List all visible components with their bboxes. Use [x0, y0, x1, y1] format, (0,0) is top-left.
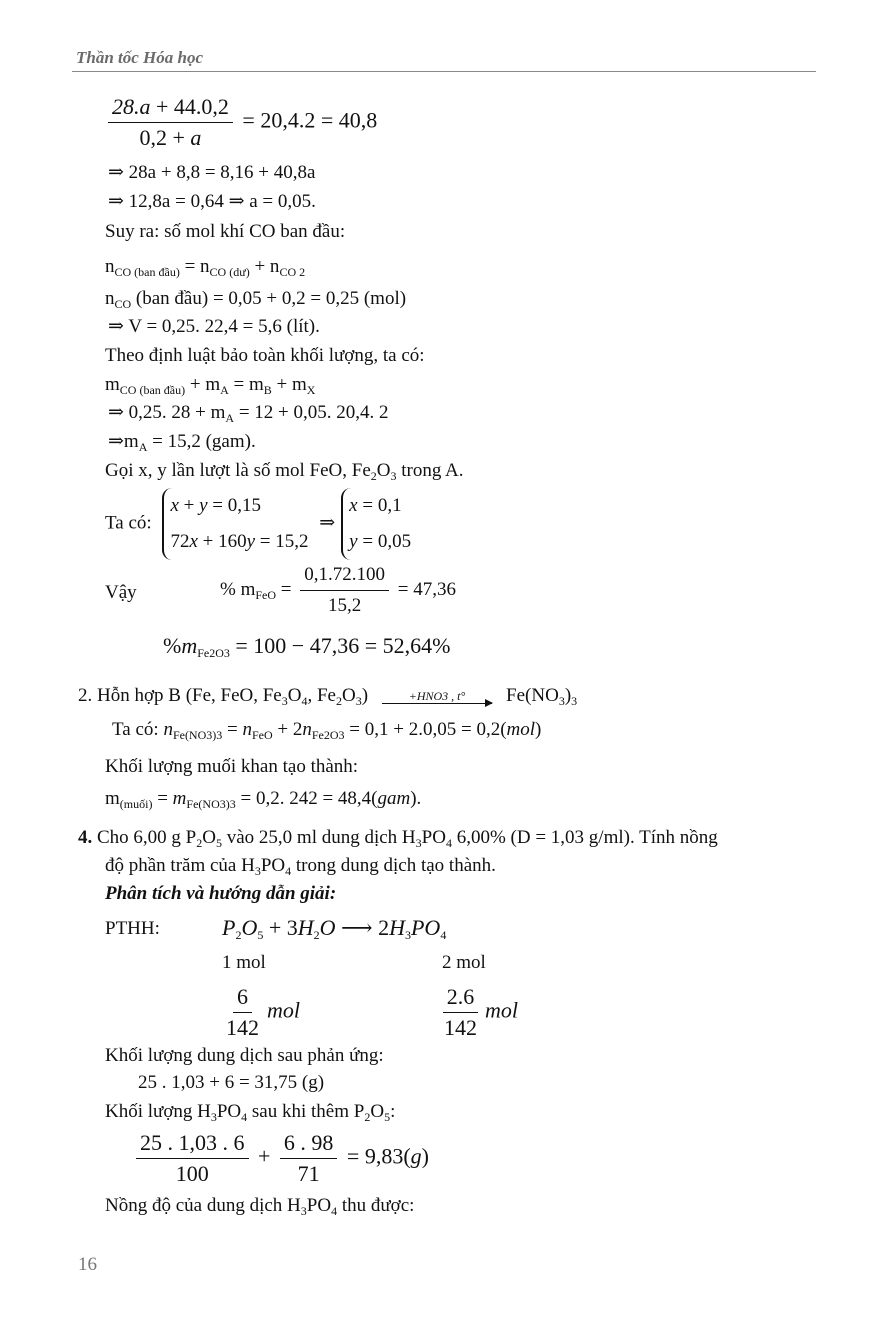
denominator — [440, 1013, 481, 1043]
subscript: 2 — [335, 694, 342, 708]
subscript: 3 — [210, 1110, 217, 1124]
italic-run: n — [302, 719, 312, 740]
text-run: = 20,4.2 = 40,8 — [236, 107, 378, 133]
italic-run: y — [199, 495, 208, 516]
text-run: + 3 — [263, 915, 298, 940]
equation-line — [220, 560, 456, 621]
numerator — [300, 560, 389, 591]
text-run: + m — [185, 374, 221, 395]
subscript: X — [306, 383, 316, 397]
text-run: 25 . 1,03 + 6 = 31,75 (g) — [138, 1072, 325, 1093]
reaction-equation — [222, 916, 446, 940]
text-run: : — [390, 1101, 396, 1122]
italic-run: a — [190, 125, 202, 150]
text-line — [105, 220, 345, 244]
text-run: = 12 + 0,05. 20,4. 2 — [234, 402, 389, 423]
text-run: 142 — [444, 1015, 477, 1040]
subscript: 3 — [254, 864, 261, 878]
text-run: PO — [260, 855, 286, 876]
text-run: 25 . 1,03 . 6 — [140, 1130, 245, 1155]
arrow-label: +HNO3 , t° — [408, 689, 466, 704]
italic-run: m — [172, 788, 187, 809]
text-run: O — [370, 1101, 385, 1122]
subscript: 3 — [415, 836, 422, 850]
text-run: Suy ra: số mol khí CO ban đầu: — [105, 221, 346, 242]
denominator — [222, 1013, 263, 1043]
text-run: Nồng độ của dung dịch H — [105, 1195, 301, 1216]
equation-line — [104, 92, 377, 153]
subscript: A — [138, 440, 148, 454]
text-run: = — [222, 719, 243, 740]
text-run: ) — [564, 685, 572, 706]
text-line — [105, 755, 358, 779]
running-header: Thần tốc Hóa học — [76, 48, 204, 67]
subscript: 3 — [558, 694, 565, 708]
text-run: trong A. — [396, 460, 464, 481]
section-heading — [105, 882, 336, 906]
text-run: 71 — [297, 1161, 320, 1186]
text-run: Khối lượng dung dịch sau phản ứng: — [105, 1045, 384, 1066]
italic-run: x — [189, 531, 198, 552]
denominator — [172, 1159, 213, 1189]
text-line — [138, 1071, 324, 1095]
subscript: 3 — [571, 694, 578, 708]
text-run: sau khi thêm P — [247, 1101, 365, 1122]
equation-line — [105, 787, 421, 811]
denominator — [324, 591, 365, 621]
text-run: 2.6 — [446, 984, 475, 1009]
italic-run: g — [410, 1143, 422, 1169]
italic-run: H — [297, 915, 314, 940]
fraction — [108, 92, 233, 153]
numerator — [136, 1128, 249, 1159]
text-run: ). — [410, 788, 422, 809]
text-line — [105, 1044, 384, 1068]
text-line — [78, 684, 577, 708]
subscript: Fe2O3 — [197, 646, 230, 660]
text-run: = 0,05 — [357, 531, 412, 552]
text-run: 0,2 + — [139, 125, 191, 150]
text-run: Gọi x, y lần lượt là số mol FeO, Fe — [105, 460, 371, 481]
text-run: Cho 6,00 g P — [92, 827, 197, 848]
italic-run: 28.a — [112, 94, 151, 119]
text-line — [105, 917, 160, 941]
text-run: PO — [421, 827, 446, 848]
system-row — [349, 488, 411, 524]
system-row — [170, 524, 308, 560]
text-run: O — [202, 827, 216, 848]
page-number: 16 — [78, 1254, 97, 1275]
text-run: ⇒ 28a + 8,8 = 8,16 + 40,8a — [108, 162, 316, 183]
italic-run: O — [241, 915, 258, 940]
italic-run: O — [319, 915, 336, 940]
text-line — [105, 1194, 414, 1218]
text-run: PTHH: — [105, 918, 160, 939]
text-run: ⇒m — [108, 431, 139, 452]
equation-system — [105, 488, 417, 560]
bold-run: 4. — [78, 827, 93, 848]
text-run: 100 — [175, 1161, 209, 1186]
equation-line — [163, 634, 450, 658]
text-run: = m — [228, 374, 264, 395]
italic-run: m — [181, 633, 198, 658]
text-run: 6 — [237, 984, 248, 1009]
subscript: A — [225, 411, 235, 425]
text-run: = — [276, 578, 297, 600]
subscript: 2 — [196, 836, 203, 850]
text-run: , Fe — [307, 685, 336, 706]
subscript: CO (ban đầu) — [119, 383, 186, 397]
text-line — [108, 401, 389, 425]
text-run: + n — [249, 256, 280, 277]
text-run: ) — [361, 685, 369, 706]
italic-run: x — [170, 495, 179, 516]
text-run: 142 — [226, 1015, 259, 1040]
text-run: O — [376, 460, 391, 481]
text-run: thu được: — [337, 1195, 415, 1216]
text-run: Theo định luật bảo toàn khối lượng, ta có: — [105, 345, 425, 366]
subscript: CO — [114, 297, 132, 311]
text-run: Khối lượng H — [105, 1101, 211, 1122]
subscript: 3 — [404, 928, 411, 942]
denominator — [294, 1159, 324, 1189]
text-run: 6 . 98 — [283, 1130, 334, 1155]
text-run: ⇒ V = 0,25. 22,4 = 5,6 (lít). — [108, 316, 320, 337]
text-run: m — [105, 788, 120, 809]
equation-line — [112, 718, 541, 742]
subscript: 2 — [370, 469, 377, 483]
text-line — [105, 373, 315, 397]
text-run: Fe(NO — [506, 685, 559, 706]
text-line — [222, 951, 266, 975]
fraction — [280, 1128, 338, 1189]
text-run: = — [152, 788, 173, 809]
text-line — [105, 581, 137, 605]
subscript: 3 — [281, 694, 288, 708]
text-run: 72 — [170, 531, 190, 552]
system-row — [170, 488, 308, 524]
text-run: ) — [535, 719, 542, 740]
text-run: Ta có: — [105, 512, 157, 534]
text-run: n — [105, 256, 115, 277]
fraction — [440, 982, 481, 1043]
text-run: 1 mol — [222, 952, 266, 973]
text-run: PO — [306, 1195, 332, 1216]
text-run: + 160 — [197, 531, 247, 552]
text-run: % m — [220, 578, 256, 600]
reaction-arrow — [382, 689, 492, 704]
subscript: 5 — [384, 1110, 391, 1124]
text-line — [105, 255, 305, 279]
subscript: (muối) — [119, 797, 153, 811]
fraction — [222, 982, 263, 1043]
subscript: A — [220, 383, 229, 397]
subscript: 4 — [285, 864, 292, 878]
text-run: Ta có: — [112, 719, 164, 740]
subscript: 2 — [313, 928, 320, 942]
text-run: + m — [271, 374, 307, 395]
text-run: = 0,2. 242 = 48,4( — [235, 788, 378, 809]
text-run: 6,00% (D = 1,03 g/ml). Tính nồng — [451, 827, 718, 848]
text-run: Vậy — [105, 582, 137, 603]
text-run: + — [252, 1143, 276, 1169]
text-run: n — [105, 288, 115, 309]
text-run: = 0,1 + 2.0,05 = 0,2( — [344, 719, 507, 740]
subscript: 3 — [390, 469, 397, 483]
text-run: ⇒ 12,8a = 0,64 ⇒ a = 0,05. — [108, 191, 316, 212]
denominator — [136, 123, 206, 153]
text-run: Khối lượng muối khan tạo thành: — [105, 756, 359, 777]
text-line — [442, 951, 486, 975]
header-divider — [72, 71, 816, 72]
subscript: B — [263, 383, 272, 397]
italic-run: y — [246, 531, 256, 552]
subscript: 5 — [215, 836, 222, 850]
italic-run: x — [349, 495, 358, 516]
subscript: 4 — [241, 1110, 248, 1124]
text-run: + — [178, 495, 200, 516]
subscript: 4 — [331, 1204, 338, 1218]
text-line — [108, 190, 316, 214]
text-run: vào 25,0 ml dung dịch H — [221, 827, 416, 848]
equation-line — [218, 982, 300, 1043]
fraction — [300, 560, 389, 621]
text-run: = 9,83( — [341, 1143, 411, 1169]
text-run: 2 mol — [442, 952, 486, 973]
text-line — [105, 287, 406, 311]
numerator — [233, 982, 252, 1013]
text-run: 2. Hỗn hợp B (Fe, FeO, Fe — [78, 685, 282, 706]
numerator — [108, 92, 233, 123]
subscript: FeO — [251, 728, 273, 742]
equation-line — [436, 982, 518, 1043]
arrow-icon — [382, 703, 492, 704]
italic-run: PO — [410, 915, 441, 940]
italic-run: mol — [506, 719, 536, 740]
text-run: m — [105, 374, 120, 395]
text-run: + 44.0,2 — [150, 94, 229, 119]
text-run: = n — [179, 256, 210, 277]
subscript: CO (ban đầu) — [114, 265, 180, 279]
text-run: 15,2 — [328, 595, 362, 616]
italic-run: n — [163, 719, 173, 740]
text-run: + 2 — [272, 719, 303, 740]
subscript: 4 — [440, 928, 447, 942]
numerator — [443, 982, 479, 1013]
text-run: % — [163, 633, 182, 658]
subscript: 4 — [445, 836, 452, 850]
text-run: = 0,15 — [207, 495, 261, 516]
italic-run: P — [222, 915, 236, 940]
text-line — [105, 854, 496, 878]
text-run: = 0,1 — [357, 495, 402, 516]
system-row — [349, 524, 411, 560]
brace-system — [162, 488, 308, 560]
text-line — [105, 1100, 395, 1124]
text-run: ) — [421, 1143, 429, 1169]
bold-run: Phân tích và hướng dẫn giải: — [105, 883, 337, 904]
numerator — [280, 1128, 338, 1159]
text-run: ⇒ 0,25. 28 + m — [108, 402, 226, 423]
subscript: 4 — [301, 694, 308, 708]
subscript: Fe(NO3)3 — [172, 728, 223, 742]
subscript: FeO — [255, 587, 277, 602]
text-run: = 100 − 47,36 = 52,64% — [229, 633, 451, 658]
text-run: ⇒ — [314, 512, 336, 534]
subscript: 3 — [355, 694, 362, 708]
italic-run: n — [242, 719, 252, 740]
text-run: O — [287, 685, 302, 706]
text-run: (ban đầu) = 0,05 + 0,2 = 0,25 (mol) — [131, 288, 407, 309]
fraction — [136, 1128, 249, 1189]
brace-system — [341, 488, 411, 560]
italic-run: y — [349, 531, 358, 552]
text-run: ⟶ 2 — [335, 915, 390, 940]
subscript: 3 — [300, 1204, 307, 1218]
subscript: 5 — [257, 928, 264, 942]
subscript: CO 2 — [279, 265, 306, 279]
problem-statement — [78, 826, 718, 850]
text-run: 0,1.72.100 — [304, 564, 385, 585]
italic-run: H — [389, 915, 405, 940]
subscript: CO (dư) — [209, 265, 250, 279]
italic-run: gam — [377, 788, 411, 809]
text-run: O — [341, 685, 356, 706]
text-run: = 47,36 — [393, 578, 456, 600]
text-line — [108, 315, 320, 339]
text-line — [105, 459, 464, 483]
text-run: = 15,2 (gam). — [147, 431, 256, 452]
equation-line — [132, 1128, 429, 1189]
subscript: 2 — [364, 1110, 371, 1124]
text-run: độ phần trăm của H — [105, 855, 255, 876]
italic-run: mol — [485, 997, 518, 1023]
text-run: trong dung dịch tạo thành. — [291, 855, 496, 876]
text-run: PO — [216, 1101, 242, 1122]
subscript: Fe(NO3)3 — [186, 797, 236, 811]
text-line — [108, 161, 315, 185]
text-run: = 15,2 — [255, 531, 309, 552]
text-line — [105, 344, 425, 368]
text-line — [108, 430, 256, 454]
subscript: 2 — [235, 928, 242, 942]
subscript: Fe2O3 — [311, 728, 345, 742]
italic-run: mol — [267, 997, 300, 1023]
